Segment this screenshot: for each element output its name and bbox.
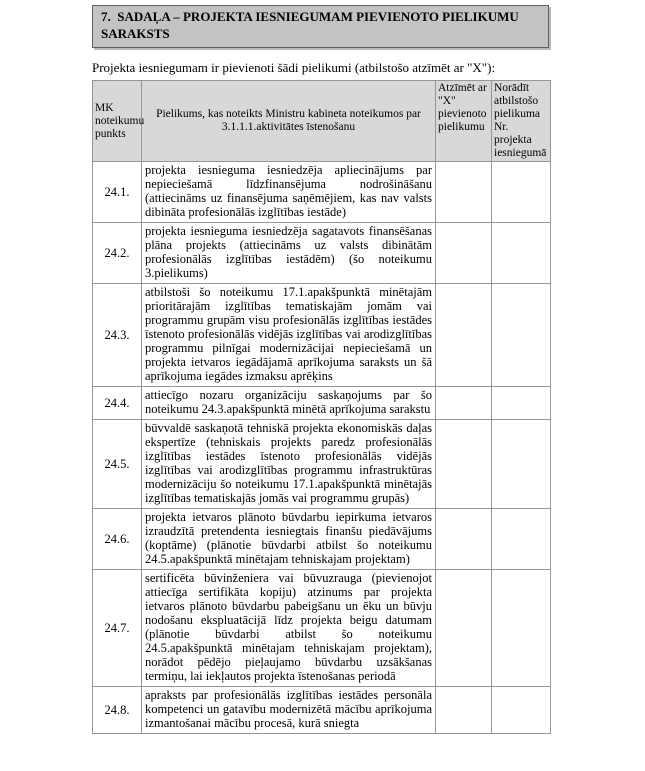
pielikuma-nr-cell[interactable]	[492, 162, 551, 223]
col-header-mk-punkts: MK noteikumu punkts	[93, 81, 142, 162]
table-row	[93, 509, 551, 570]
intro-text: Projekta iesniegumam ir pievienoti šādi pielikumi (atbilstošo atzīmēt ar "X"):	[92, 60, 496, 75]
mark-x-cell[interactable]	[436, 387, 492, 420]
row-mk-punkts: 24.4.	[93, 387, 142, 420]
pielikuma-nr-cell[interactable]	[492, 223, 551, 284]
row-mk-punkts: 24.2.	[93, 223, 142, 284]
table-row	[93, 570, 551, 687]
col-header-atzimet-x: Atzīmēt ar "X" pievienoto pielikumu	[436, 81, 492, 162]
col-header-pielikums: Pielikums, kas noteikts Ministru kabineta noteikumos par 3.1.1.1.aktivitātes īstenošanu	[142, 81, 436, 162]
section-title: 7. SADAĻA – PROJEKTA IESNIEGUMAM PIEVIENOTO PIELIKUMU SARAKSTS	[92, 5, 549, 48]
mark-x-cell[interactable]	[436, 223, 492, 284]
row-pielikuma-apraksts: sertificēta būvinženiera vai būvuzrauga (pievienojot attiecīga sertifikāta kopiju) atzinums par projekta ietvaros plānoto būvdarbu pabeigšanu un ēku un būvju nodošanu ekspluatācijā līdz projekta beigu datumam (plānotie būvdarbi atbilst šo noteikumu 24.5.apakšpunktā minētajam tehniskajam projektam), norādot pēdējo pieļaujamo būvdarbu uzsākšanas termiņu, lai iekļautos projekta īstenošanas periodā	[142, 570, 436, 687]
pielikuma-nr-cell[interactable]	[492, 687, 551, 734]
row-mk-punkts: 24.6.	[93, 509, 142, 570]
row-pielikuma-apraksts: attiecīgo nozaru organizāciju saskaņojums par šo noteikumu 24.3.apakšpunktā minētā aprīkojuma sarakstu	[142, 387, 436, 420]
mark-x-cell[interactable]	[436, 420, 492, 509]
table-row	[93, 162, 551, 223]
pielikuma-nr-cell[interactable]	[492, 570, 551, 687]
row-pielikuma-apraksts: projekta iesnieguma iesniedzēja sagatavots finansēšanas plāna projekts (attiecināms uz valsts dibinātām profesionālās izglītības iestādēm) (šo noteikumu 3.pielikums)	[142, 223, 436, 284]
pielikumu-saraksts-table	[92, 80, 551, 734]
pielikuma-nr-cell[interactable]	[492, 420, 551, 509]
mark-x-cell[interactable]	[436, 570, 492, 687]
row-mk-punkts: 24.5.	[93, 420, 142, 509]
row-pielikuma-apraksts: atbilstoši šo noteikumu 17.1.apakšpunktā minētajām prioritārajām izglītības tematiskajām jomām vai programmu grupām visu profesionālās izglītības iestādes īstenoto profesionālās vidējās izglītības vai arodizglītības programmu pilnīgai modernizācijai nepieciešamā un projekta ietvaros iegādājamā aprīkojuma saraksts un šā aprīkojuma iegādes izmaksu aprēķins	[142, 284, 436, 387]
table-row	[93, 387, 551, 420]
row-pielikuma-apraksts: apraksts par profesionālās izglītības iestādes personāla kompetenci un gatavību modernizētā mācību aprīkojuma izmantošanai mācību procesā, kurā sniegta	[142, 687, 436, 734]
table-row	[93, 420, 551, 509]
row-mk-punkts: 24.7.	[93, 570, 142, 687]
mark-x-cell[interactable]	[436, 687, 492, 734]
row-mk-punkts: 24.8.	[93, 687, 142, 734]
mark-x-cell[interactable]	[436, 509, 492, 570]
mark-x-cell[interactable]	[436, 284, 492, 387]
row-pielikuma-apraksts: būvvaldē saskaņotā tehniskā projekta ekonomiskās daļas ekspertīze (tehniskais projekts paredz profesionālās izglītības iestādes īstenoto profesionālās vidējās izglītības vai arodizglītības programmu infrastruktūras modernizāciju šo noteikumu 17.1.apakšpunktā minētajās izglītības tematiskajās jomās vai programmu grupās)	[142, 420, 436, 509]
table-body	[93, 162, 551, 734]
col-header-pielikuma-nr: Norādīt atbilstošo pielikuma Nr. projekta iesniegumā	[492, 81, 551, 162]
table-row	[93, 284, 551, 387]
row-mk-punkts: 24.3.	[93, 284, 142, 387]
pielikuma-nr-cell[interactable]	[492, 387, 551, 420]
pielikuma-nr-cell[interactable]	[492, 284, 551, 387]
table-row	[93, 223, 551, 284]
row-pielikuma-apraksts: projekta ietvaros plānoto būvdarbu iepirkuma ietvaros izraudzītā pretendenta iesniegtais finanšu piedāvājums (koptāme) (plānotie būvdarbi atbilst šo noteikumu 24.5.apakšpunktā minētajam tehniskajam projektam)	[142, 509, 436, 570]
mark-x-cell[interactable]	[436, 162, 492, 223]
row-pielikuma-apraksts: projekta iesnieguma iesniedzēja apliecinājums par nepieciešamā līdzfinansējuma nodrošināšanu (attiecināms uz finansējuma saņēmējiem, kas nav valsts dibināta profesionālās izglītības iestāde)	[142, 162, 436, 223]
pielikuma-nr-cell[interactable]	[492, 509, 551, 570]
table-row	[93, 687, 551, 734]
row-mk-punkts: 24.1.	[93, 162, 142, 223]
table-header-row	[93, 81, 551, 162]
